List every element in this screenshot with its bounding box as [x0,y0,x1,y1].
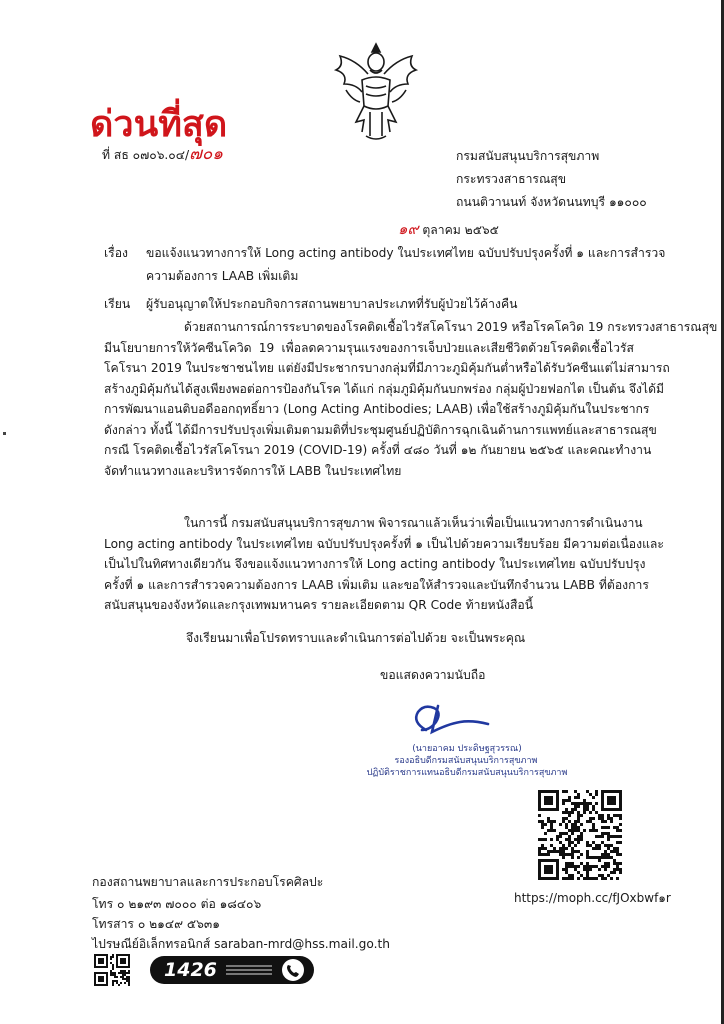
addressee-text: ผู้รับอนุญาตให้ประกอบกิจการสถานพยาบาลประเภทที่รับผู้ป่วยไว้ค้างคืน [146,297,518,311]
closing-request: จึงเรียนมาเพื่อโปรดทราบและดำเนินการต่อไปด้วย จะเป็นพระคุณ [186,631,526,645]
hotline-stripes [226,965,272,975]
para1-line: โคโรนา 2019 ในประชาชนไทย แต่ยังมีประชากรบางกลุ่มที่มีภาวะภูมิคุ้มกันต่ำหรือได้รับวัคซีนแต่ไม่สามารถ [104,361,670,375]
footer-email: ไปรษณีย์อิเล็กทรอนิกส์ saraban-mrd@hss.mail.go.th [92,937,391,951]
subject-label: เรื่อง [104,246,128,260]
para2-line: ครั้งที่ ๑ และการสำรวจความต้องการ LAAB เพิ่มเติม และขอให้สำรวจและบันทึกจำนวน LABB ที่ต้องการ [104,577,649,592]
para2-line: ในการนี้ กรมสนับสนุนบริการสุขภาพ พิจารณาแล้วเห็นว่าเพื่อเป็นแนวทางการดำเนินงาน [184,516,643,530]
footer-phone: โทร ๐ ๒๑๙๓ ๗๐๐๐ ต่อ ๑๘๔๐๖ [92,897,262,911]
footer-division: กองสถานพยาบาลและการประกอบโรคศิลปะ [92,875,324,889]
para1-line: ดังกล่าว ทั้งนี้ ได้มีการปรับปรุงเพิ่มเติมตามมติที่ประชุมศูนย์ปฏิบัติการฉุกเฉินด้านการแพทย์และสาธารณสุข [104,422,657,437]
footer-fax: โทรสาร ๐ ๒๑๔๙ ๕๖๓๑ [92,917,220,931]
qr-code-url[interactable]: https://moph.cc/fJOxbwf๑r [514,891,671,905]
para1-line: สร้างภูมิคุ้มกันได้สูงเพียงพอต่อการป้องกันโรค ได้แก่ กลุ่มภูมิคุ้มกันบกพร่อง กลุ่มผู้ป่วยฟอกไต เป็นต้น จึงได้มี [104,381,665,396]
sender-line-1: กรมสนับสนุนบริการสุขภาพ [456,149,600,163]
date-handwritten-day: ๑๙ [398,220,419,238]
para2-line: เป็นไปในทิศทางเดียวกัน จึงขอแจ้งแนวทางการให้ Long acting antibody ในประเทศไทย ฉบับปรับปรุง [104,557,646,571]
footer-qr-code[interactable] [94,954,130,986]
document-date [398,221,499,238]
para2-line: Long acting antibody ในประเทศไทย ฉบับปรับปรุงครั้งที่ ๑ เป็นไปด้วยความเรียบร้อย มีความต่อเนื่องและ [104,536,664,551]
date-month-year: ตุลาคม ๒๕๖๕ [422,223,499,237]
sender-line-2: กระทรวงสาธารณสุข [456,172,567,186]
garuda-emblem-icon [326,40,426,144]
handwritten-signature [408,700,492,736]
para1-line: จัดทำแนวทางและบริหารจัดการให้ LABB ในประเทศไทย [104,463,402,478]
body-paragraph-2 [104,513,664,616]
para1-line: กรณี โรคติดเชื้อไวรัสโคโรนา 2019 (COVID-19) ครั้งที่ ๔๘๐ วันที่ ๑๒ กันยายน ๒๕๖๕ และคณะทำงาน [104,443,652,457]
urgency-stamp: ด่วนที่สุด [90,103,228,145]
para1-line: ด้วยสถานการณ์การระบาดของโรคติดเชื้อไวรัสโคโรนา 2019 หรือโรคโควิด 19 กระทรวงสาธารณสุข [184,320,718,334]
qr-code[interactable] [538,790,622,882]
reference-handwritten-number: ๗๐๑ [189,144,224,164]
addressee-label: เรียน [104,297,131,311]
phone-icon [278,958,308,982]
signatory-name: (นายอาคม ประดิษฐสุวรรณ) [412,744,522,754]
para2-line: สนับสนุนของจังหวัดและกรุงเทพมหานคร รายละเอียดตาม QR Code ท้ายหนังสือนี้ [104,598,534,612]
sender-line-3: ถนนติวานนท์ จังหวัดนนทบุรี ๑๑๐๐๐ [456,195,647,209]
para1-line: การพัฒนาแอนติบอดีออกฤทธิ์ยาว (Long Acting Antibodies; LAAB) เพื่อใช้สร้างภูมิคุ้มกันในประชากร [104,402,650,416]
signatory-title-2: ปฏิบัติราชการแทนอธิบดีกรมสนับสนุนบริการสุขภาพ [366,768,568,778]
complimentary-close: ขอแสดงความนับถือ [380,668,486,682]
body-paragraph-1 [104,317,718,481]
scan-mark [3,432,6,435]
hotline-number: 1426 [164,959,217,981]
signatory-title-1: รองอธิบดีกรมสนับสนุนบริการสุขภาพ [394,756,538,766]
hotline-badge [150,956,314,984]
subject-line-1: ขอแจ้งแนวทางการให้ Long acting antibody ในประเทศไทย ฉบับปรับปรุงครั้งที่ ๑ และการสำรวจ [146,246,666,260]
para1-line: มีนโยบายการให้วัคซีนโควิด 19 เพื่อลดความรุนแรงของการเจ็บป่วยและเสียชีวิตด้วยโรคติดเชื้อไวรัส [104,340,634,355]
reference-prefix: ที่ สธ ๐๗๐๖.๐๔/ [102,148,190,162]
subject-line-2: ความต้องการ LAAB เพิ่มเติม [146,269,299,283]
reference-number [102,146,223,163]
